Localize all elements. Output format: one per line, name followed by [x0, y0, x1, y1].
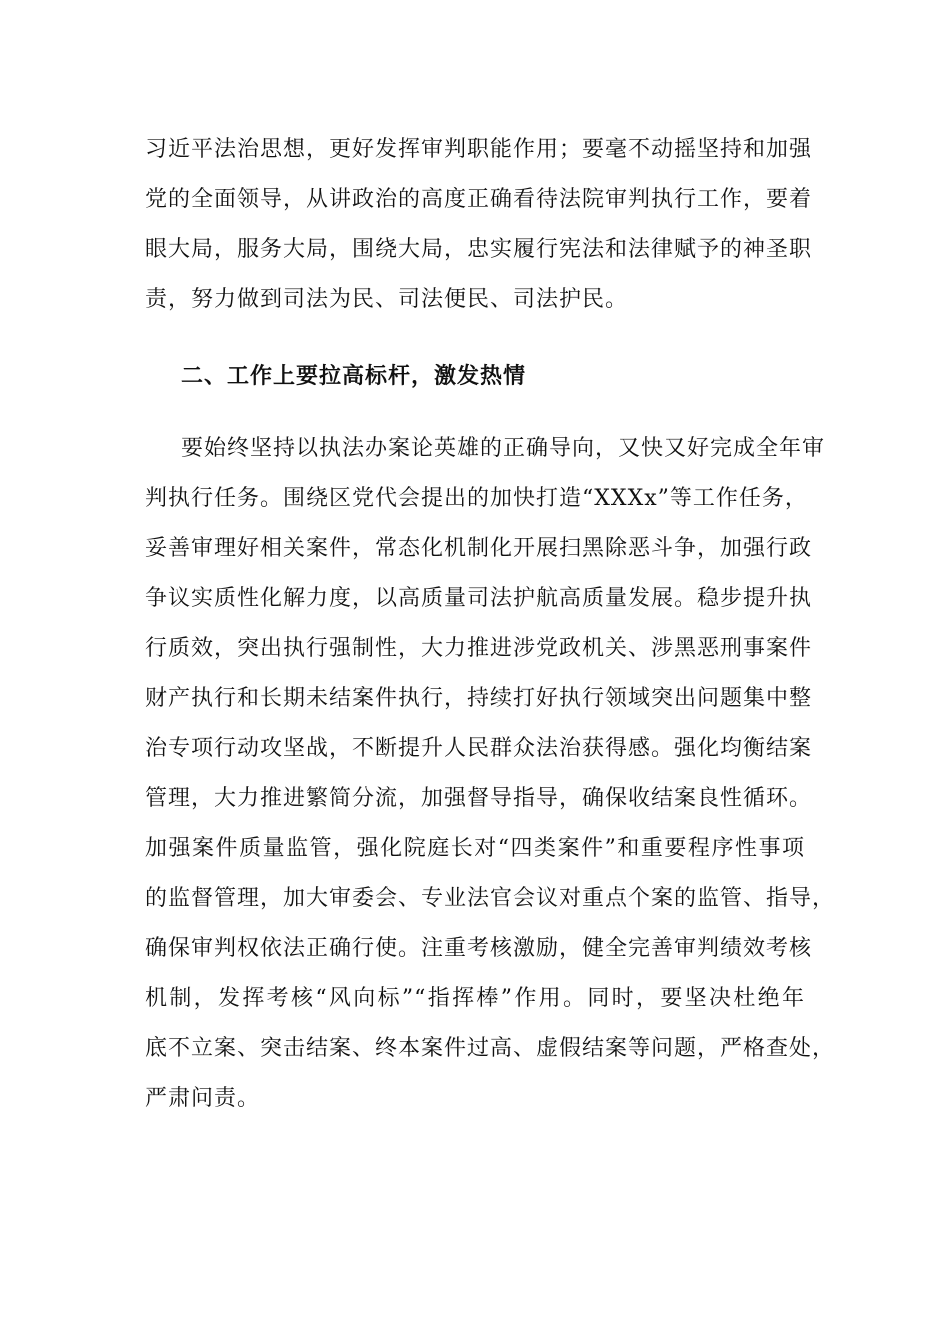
paragraph-line: 的监督管理，加大审委会、专业法官会议对重点个案的监管、指导， [145, 886, 836, 911]
paragraph-line: 责，努力做到司法为民、司法便民、司法护民。 [145, 287, 629, 312]
paragraph-line: 机制，发挥考核“风向标”“指挥棒”作用。同时，要坚决杜绝年 [145, 986, 805, 1011]
paragraph-line: 习近平法治思想，更好发挥审判职能作用；要毫不动摇坚持和加强 [145, 137, 813, 162]
paragraph-line: 治专项行动攻坚战，不断提升人民群众法治获得感。强化均衡结案 [145, 736, 813, 761]
paragraph-line: 眼大局，服务大局，围绕大局，忠实履行宪法和法律赋予的神圣职 [145, 237, 813, 262]
paragraph-line: 判执行任务。围绕区党代会提出的加快打造“XXXx”等工作任务， [145, 486, 808, 511]
paragraph-line: 加强案件质量监管，强化院庭长对“四类案件”和重要程序性事项 [145, 836, 805, 861]
paragraph-continuation [145, 125, 813, 325]
paragraph-line: 行质效，突出执行强制性，大力推进涉党政机关、涉黑恶刑事案件 [145, 636, 813, 661]
paragraph-line: 管理，大力推进繁简分流，加强督导指导，确保收结案良性循环。 [145, 786, 813, 811]
paragraph-line: 严肃问责。 [145, 1086, 261, 1111]
paragraph-line: 党的全面领导，从讲政治的高度正确看待法院审判执行工作，要着 [145, 187, 813, 212]
paragraph-line: 妥善审理好相关案件，常态化机制化开展扫黑除恶斗争，加强行政 [145, 536, 813, 561]
section-heading-text: 二、工作上要拉高标杆，激发热情 [181, 364, 527, 389]
section-heading [145, 352, 805, 402]
paragraph-line: 要始终坚持以执法办案论英雄的正确导向，又快又好完成全年审 [181, 436, 826, 461]
paragraph-main [145, 424, 836, 1124]
paragraph-line: 争议实质性化解力度，以高质量司法护航高质量发展。稳步提升执 [145, 586, 813, 611]
paragraph-line: 确保审判权依法正确行使。注重考核激励，健全完善审判绩效考核 [145, 936, 813, 961]
paragraph-line: 财产执行和长期未结案件执行，持续打好执行领域突出问题集中整 [145, 686, 813, 711]
paragraph-line: 底不立案、突击结案、终本案件过高、虚假结案等问题，严格查处， [145, 1036, 836, 1061]
